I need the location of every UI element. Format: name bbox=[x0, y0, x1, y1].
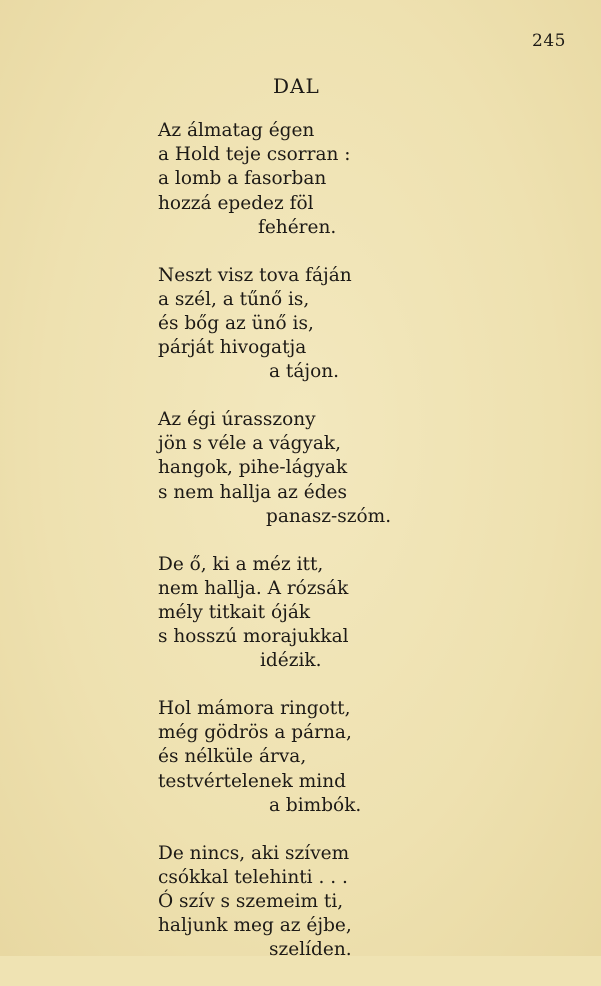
poem-line: De ő, ki a méz itt, bbox=[158, 553, 324, 575]
poem-line: jön s véle a vágyak, bbox=[158, 433, 341, 455]
poem-line-indented: idézik. bbox=[260, 650, 322, 672]
poem-line: testvértelenek mind bbox=[158, 770, 346, 792]
poem-body bbox=[158, 119, 458, 986]
stanza-2 bbox=[158, 264, 458, 385]
poem-line: még gödrös a párna, bbox=[158, 722, 352, 744]
poem-line: Az égi úrasszony bbox=[158, 409, 316, 431]
poem-line: haljunk meg az éjbe, bbox=[158, 915, 352, 937]
poem-line: hangok, pihe-lágyak bbox=[158, 457, 348, 479]
poem-line: csókkal telehinti . . . bbox=[158, 866, 348, 888]
poem-line: a Hold teje csorran : bbox=[158, 144, 351, 166]
poem-line: hozzá epedez föl bbox=[158, 192, 314, 214]
page-number: 245 bbox=[532, 31, 566, 51]
poem-line-indented: fehéren. bbox=[258, 216, 337, 238]
poem-line: s hosszú morajukkal bbox=[158, 626, 349, 648]
poem-line: a lomb a fasorban bbox=[158, 168, 327, 190]
poem-line: De nincs, aki szívem bbox=[158, 842, 350, 864]
poem-title: DAL bbox=[273, 74, 320, 98]
poem-line: és nélküle árva, bbox=[158, 746, 307, 768]
poem-line: mély titkait óják bbox=[158, 601, 311, 623]
poem-line: és bőg az ünő is, bbox=[158, 312, 314, 334]
poem-line: Neszt visz tova fáján bbox=[158, 264, 352, 286]
poem-line: Hol mámora ringott, bbox=[158, 698, 351, 720]
poem-line: Ó szív s szemeim ti, bbox=[158, 890, 344, 912]
stanza-5 bbox=[158, 697, 458, 818]
poem-line-indented: panasz-szóm. bbox=[266, 505, 392, 527]
poem-line: Az álmatag égen bbox=[158, 120, 315, 141]
poem-line-indented: a bimbók. bbox=[269, 794, 362, 816]
stanza-3 bbox=[158, 408, 458, 529]
poem-line-indented: a tájon. bbox=[269, 361, 340, 383]
stanza-6 bbox=[158, 842, 458, 963]
poem-line: s nem hallja az édes bbox=[158, 481, 347, 503]
poem-line-indented: szelíden. bbox=[269, 939, 352, 961]
poem-line: a szél, a tűnő is, bbox=[158, 288, 310, 310]
stanza-4 bbox=[158, 553, 458, 674]
stanza-1 bbox=[158, 119, 458, 240]
poem-line: párját hivogatja bbox=[158, 337, 307, 359]
poem-line: nem hallja. A rózsák bbox=[158, 577, 349, 599]
